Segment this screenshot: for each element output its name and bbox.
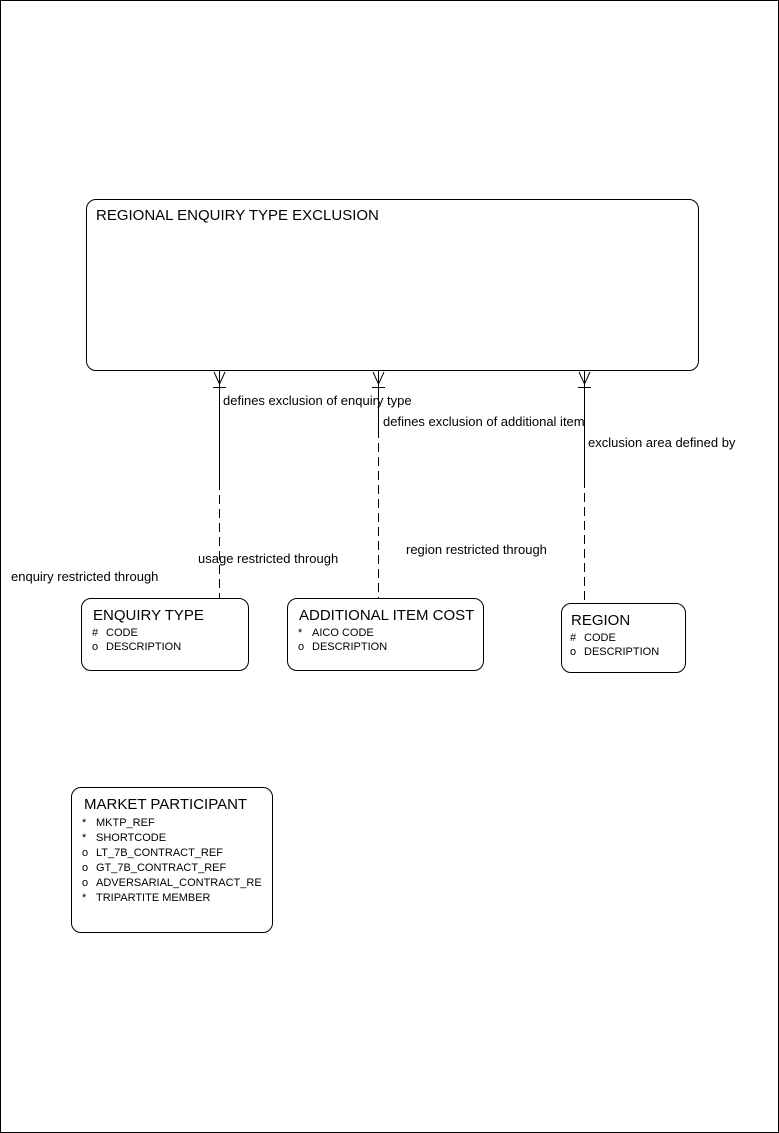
attribute-row (570, 631, 685, 645)
entity-region[interactable] (561, 603, 686, 673)
relationship-label-region-restricted-through: region restricted through (406, 542, 547, 557)
attribute-name: CODE (106, 627, 138, 639)
attribute-prefix: o (82, 877, 89, 889)
attribute-prefix: o (82, 862, 89, 874)
attribute-row (298, 626, 483, 640)
attribute-prefix: o (298, 641, 305, 653)
attribute-prefix: * (298, 627, 303, 639)
attribute-name: GT_7B_CONTRACT_REF (96, 862, 227, 874)
attribute-row (92, 640, 248, 654)
entity-additional-item-cost[interactable] (287, 598, 484, 671)
attribute-prefix: * (82, 817, 87, 829)
attribute-prefix: o (570, 646, 577, 658)
relationship-line-region[interactable] (578, 371, 591, 603)
entity-title: REGIONAL ENQUIRY TYPE EXCLUSION (96, 207, 379, 224)
entity-title: ENQUIRY TYPE (93, 607, 204, 624)
relationship-label-exclusion-area-defined-by: exclusion area defined by (588, 435, 736, 450)
attribute-name: CODE (584, 632, 616, 644)
attribute-name: SHORTCODE (96, 832, 167, 844)
entity-title: REGION (571, 612, 631, 629)
attribute-row (82, 846, 272, 861)
relationship-label-enquiry-restricted-through: enquiry restricted through (11, 569, 159, 584)
attribute-name: AICO CODE (312, 627, 374, 639)
attribute-prefix: * (82, 892, 87, 904)
attribute-row (82, 816, 272, 831)
entity-enquiry-type[interactable] (81, 598, 249, 671)
attribute-name: DESCRIPTION (106, 641, 182, 653)
attribute-row (298, 640, 483, 654)
attribute-name: ADVERSARIAL_CONTRACT_RE (96, 877, 262, 889)
relationship-label-defines-exclusion-of-enquiry-type: defines exclusion of enquiry type (223, 393, 412, 408)
attribute-row (82, 891, 272, 906)
entity-title: ADDITIONAL ITEM COST (299, 607, 475, 624)
attribute-name: LT_7B_CONTRACT_REF (96, 847, 223, 859)
attribute-name: DESCRIPTION (312, 641, 388, 653)
attribute-prefix: * (82, 832, 87, 844)
relationship-label-defines-exclusion-of-additional-item: defines exclusion of additional item (383, 414, 585, 429)
relationship-lines (1, 1, 779, 1133)
attribute-prefix: # (570, 632, 577, 644)
attribute-prefix: # (92, 627, 99, 639)
entity-regional-enquiry-type-exclusion[interactable] (86, 199, 699, 371)
relationship-label-usage-restricted-through: usage restricted through (198, 551, 339, 566)
attribute-row (82, 831, 272, 846)
entity-market-participant[interactable] (71, 787, 273, 933)
attribute-name: TRIPARTITE MEMBER (96, 892, 211, 904)
attribute-name: MKTP_REF (96, 817, 155, 829)
attribute-name: DESCRIPTION (584, 646, 660, 658)
attribute-row (92, 626, 248, 640)
attribute-row (82, 876, 272, 891)
attribute-row (570, 645, 685, 659)
attribute-prefix: o (92, 641, 99, 653)
attribute-row (82, 861, 272, 876)
entity-title: MARKET PARTICIPANT (84, 796, 248, 813)
attribute-prefix: o (82, 847, 89, 859)
